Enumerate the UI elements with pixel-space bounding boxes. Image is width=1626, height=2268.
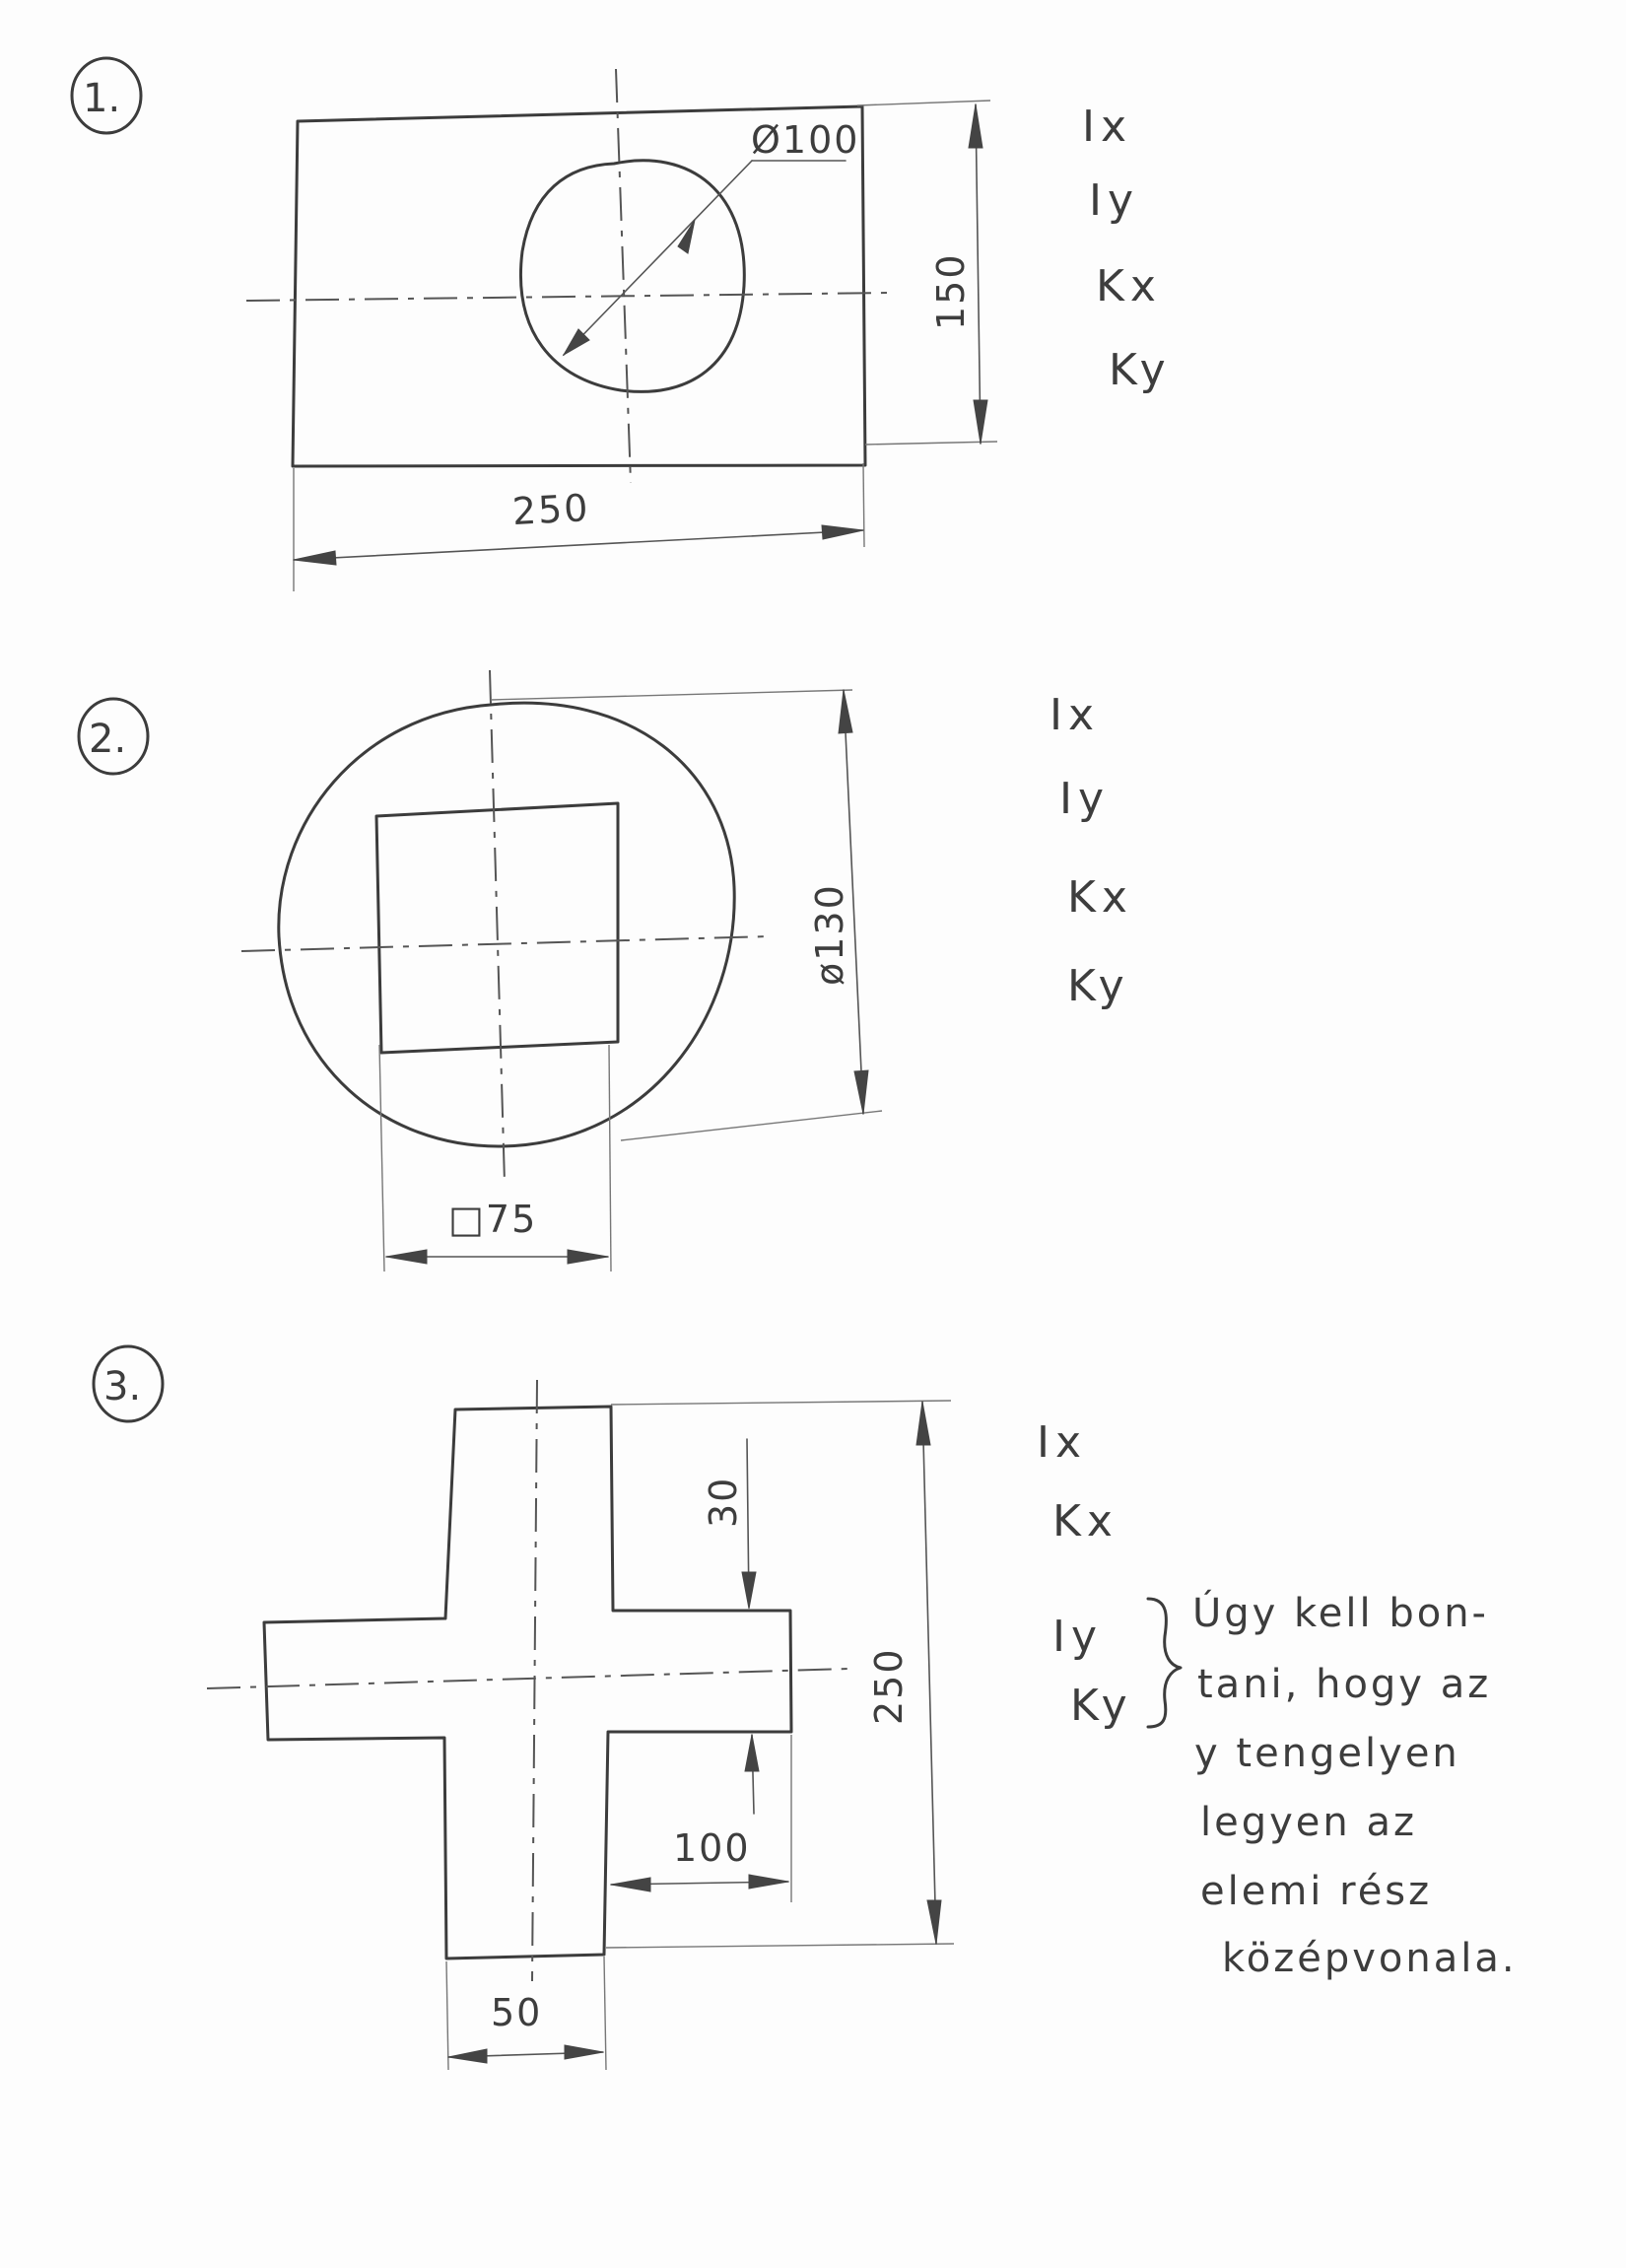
figure-1-width-line [294,530,863,560]
figure-2-square-arrow-left [386,1250,427,1264]
figure-3-height-arrow-top [916,1402,930,1445]
figure-1-diameter-arrow-upper [678,220,695,253]
figure-2-circle [279,703,734,1146]
figure-3-web-arrow-left [448,2049,487,2063]
figure-3-note-line-6: középvonala. [1222,1936,1518,1981]
figure-1-height-line [976,104,981,444]
figure-1-width-arrow-right [822,525,863,539]
figure-1-quantity-ix: Ix [1082,102,1133,152]
figure-3-arm-label: 100 [673,1826,751,1870]
figure-1-height-label: 150 [929,252,973,330]
figure-3-height-extension-bottom [606,1944,954,1948]
figure-3-note-line-5: elemi rész [1200,1869,1433,1914]
figure-1-height-extension-top [857,101,990,105]
figure-3-number: 3. [103,1364,142,1409]
figure-1-quantity-ky: Ky [1109,345,1172,395]
figure-3-flange-label: 30 [702,1476,745,1528]
figure-1-horizontal-axis [246,293,892,301]
figure-3-note-line-2: tani, hogy az [1197,1662,1492,1707]
figure-2-square-extension-left [379,1045,384,1271]
figure-1-diameter-label: Ø100 [751,118,860,162]
figure-3-web-arrow-right [565,2045,603,2059]
figure-3-vertical-axis [532,1380,537,1981]
figure-2-vertical-axis [490,670,505,1183]
figure-2-square-arrow-right [568,1250,608,1264]
figure-3-height-arrow-bottom [927,1900,941,1944]
figure-2-quantity-ky: Ky [1067,961,1130,1011]
figure-2-diameter-label: ø130 [808,883,851,986]
figure-3-arm-arrow-right [749,1875,788,1889]
figure-2-diameter-extension-top [491,690,852,700]
figure-3-note-line-3: y tengelyen [1194,1731,1460,1776]
figure-3-web-extension-right [604,1957,606,2070]
figure-2-horizontal-axis [241,936,769,951]
figure-3-height-extension-top [611,1401,951,1405]
figure-3 [94,1346,1518,2070]
figure-2-number: 2. [89,717,127,762]
figure-2-diameter-extension-bottom [621,1111,882,1140]
figure-1-height-arrow-bottom [974,400,987,444]
figure-1-quantity-iy: Iy [1089,175,1140,226]
figure-3-quantity-kx: Kx [1052,1496,1118,1546]
figure-3-note [1192,1589,1518,1981]
figure-3-note-line-1: Úgy kell bon- [1192,1591,1489,1636]
figure-2-diameter-arrow-bottom [854,1070,868,1114]
figure-3-arm-arrow-left [611,1878,650,1891]
figure-1-vertical-axis [616,69,631,483]
figure-2-quantity-iy: Iy [1059,774,1111,824]
figure-3-web-label: 50 [491,1991,543,2034]
figure-3-flange-arrow-top [742,1572,756,1609]
figure-2-square-label: □75 [448,1198,538,1241]
figure-3-height-line [922,1402,936,1944]
figure-1-width-label: 250 [510,486,591,534]
figure-3-brace [1148,1599,1181,1727]
figure-1-diameter-line [564,161,752,355]
figure-1 [72,58,1172,591]
figure-1-width-arrow-left [294,551,336,565]
figure-2-quantity-ix: Ix [1050,690,1101,740]
figure-3-web-extension-left [446,1961,448,2070]
figure-3-height-label: 250 [867,1647,911,1725]
figure-3-quantity-iy: Iy [1052,1612,1104,1662]
figure-2 [79,670,1133,1271]
figure-3-quantity-ky: Ky [1070,1681,1133,1731]
figure-2-diameter-arrow-top [839,690,852,733]
figure-2-square-extension-right [609,1045,611,1271]
figure-1-height-arrow-top [969,104,982,148]
figure-1-number: 1. [83,76,121,121]
figure-1-hole [520,161,744,392]
figure-1-quantity-kx: Kx [1096,261,1162,311]
figure-3-quantity-ix: Ix [1037,1417,1088,1468]
figure-3-flange-arrow-bottom [745,1735,759,1771]
figure-1-width-extension-right [863,463,864,547]
figure-2-quantity-kx: Kx [1067,872,1133,923]
figure-3-horizontal-axis [207,1669,847,1688]
figure-3-note-line-4: legyen az [1200,1800,1417,1845]
figure-1-height-extension-bottom [865,442,997,445]
